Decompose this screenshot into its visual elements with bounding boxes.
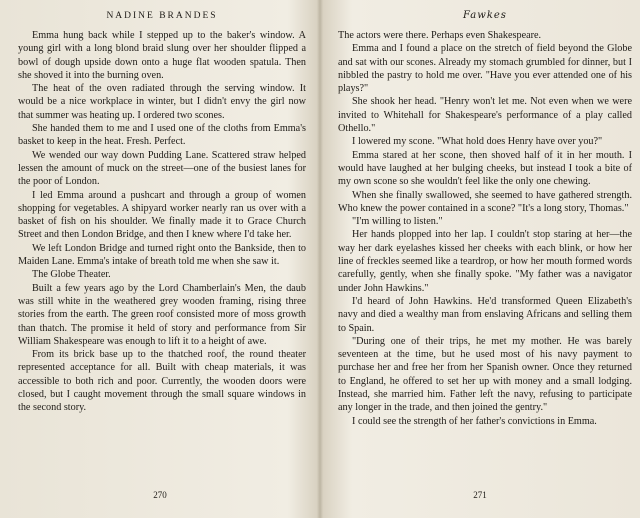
right-page-text [338,29,632,428]
paragraph: Emma stared at her scone, then shoved half of it in her mouth. I would have laughed at her bulging cheeks, but instead I took a bite of my own scone so she wouldn't feel like the only one chewing. [338,149,632,188]
paragraph: The actors were there. Perhaps even Shakespeare. [338,30,542,41]
paragraph: She handed them to me and I used one of the cloths from Emma's basket to keep in the heat. Fresh. Perfect. [18,123,306,148]
paragraph: We left London Bridge and turned right onto the Bankside, then to Maiden Lane. Emma's intake of breath told me when she saw it. [18,242,306,268]
right-page [320,0,640,518]
running-header-author: NADINE BRANDES [106,11,218,21]
page-number: 270 [153,490,167,500]
paragraph: Her hands plopped into her lap. I couldn't stop staring at her—the way her dark eyelashes kissed her cheeks with each blink, or how her line of freckles seemed like a teardrop, or how her mouth formed words carefully, gently, when she finally spoke. "My father was a navigator under John Hawkins." [338,229,632,294]
paragraph: I'd heard of John Hawkins. He'd transformed Queen Elizabeth's navy and died a wealthy man from enslaving Africans and selling them to Spain. [338,295,632,334]
paragraph: Emma and I found a place on the stretch of field beyond the Globe and sat with our scones. Already my stomach grumbled for dinner, but I nibbled the pastry to hold me over. "Have you ever attended one of his plays?" [338,43,632,95]
paragraph: I led Emma around a pushcart and through a group of women shopping for vegetables. A shipyard worker nearly ran us over with a basket of fish on his shoulder. We finally made it to Grace Church Street and then London Bridge, and then I knew where I'd take her. [18,189,306,241]
paragraph: I lowered my scone. "What hold does Henry have over you?" [352,136,603,148]
paragraph: When she finally swallowed, she seemed to have gathered strength. Who knew the power contained in a scone? "It's a long story, Thomas." [338,189,632,214]
paragraph: We wended our way down Pudding Lane. Scattered straw helped lessen the amount of muck on the street—one of the busiest lanes for the poor of London. [18,149,306,188]
left-page-text [18,29,306,415]
paragraph: She shook her head. "Henry won't let me. Not even when we were invited to Whitehall for Shakespeare's performance of a play called Othello." [338,96,632,135]
paragraph: Emma hung back while I stepped up to the baker's window. A young girl with a long blond braid slung over her shoulder flipped a bowl of dough upside down onto a huge flat wooden spatula. Then she shoved it into the burning oven. [18,30,306,81]
paragraph: "I'm willing to listen." [352,216,443,228]
paragraph: The Globe Theater. [32,269,111,281]
paragraph: The heat of the oven radiated through the serving window. It would be a nice workplace in winter, but I didn't envy the girl now that summer was heating up. I ordered two scones. [18,83,306,121]
paragraph: "During one of their trips, he met my mother. He was barely seventeen at the time, but he used most of his navy payment to purchase her and free her from her Spanish owner. Once they returned to England, he offered to set her up with money and a small lodging. Instead, she married him. Father left the navy, refusing to participate any longer in the trade, and then joined the gentry." [338,335,632,414]
running-header-title: Fawkes [463,10,507,21]
paragraph: Built a few years ago by the Lord Chamberlain's Men, the daub was still white in the weathered grey wooden framing, rising three stories from the earth. The green roof consisted more of moss growth than thatch. The promise it held of story and performance from Sir William Shakespeare was enough to lift it to a height of awe. [18,282,306,347]
paragraph: From its brick base up to the thatched roof, the round theater represented acceptance for all. Built with cheap materials, it was accessible to both rich and poor. Currently, the wooden doors were closed, but I caught movement through the small square windows in the second story. [18,349,306,414]
paragraph: I could see the strength of her father's convictions in Emma. [352,415,597,427]
page-number: 271 [473,490,487,500]
